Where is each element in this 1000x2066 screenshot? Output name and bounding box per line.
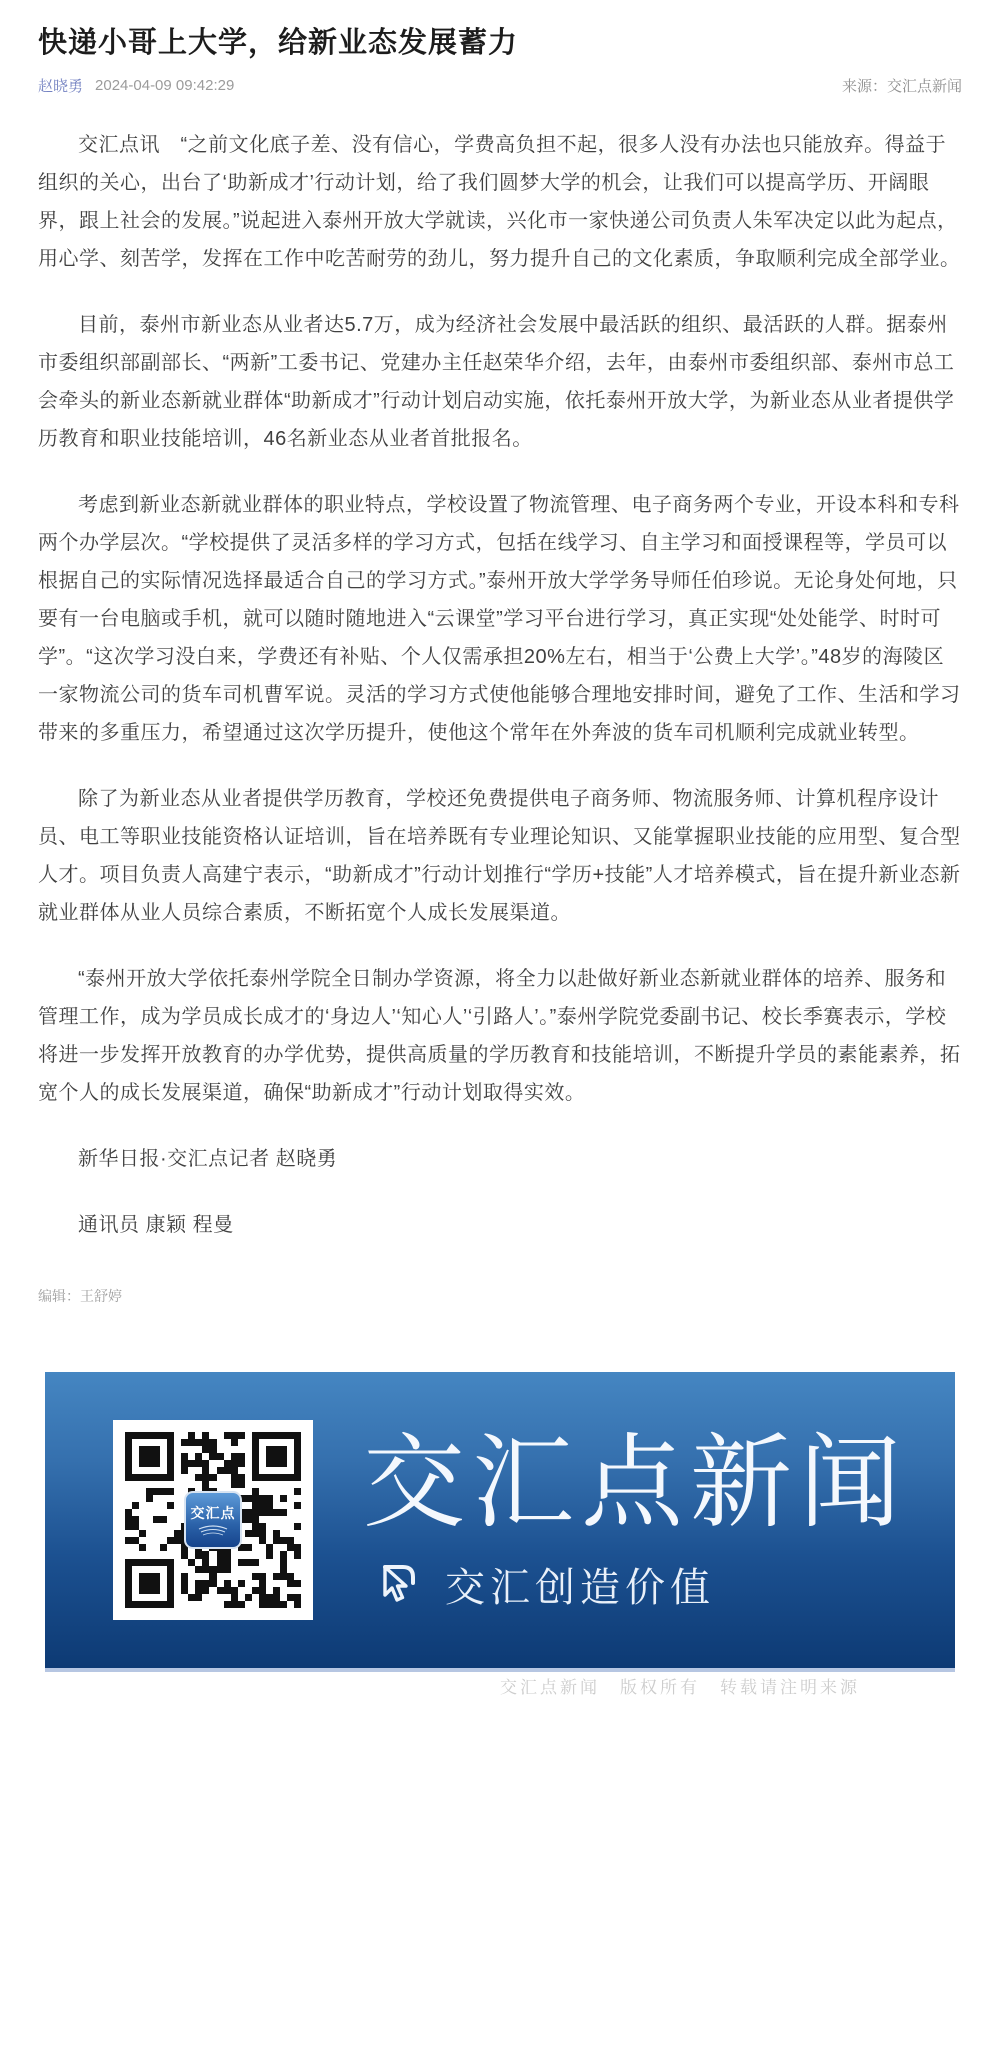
banner-tagline-row (373, 1556, 908, 1613)
qr-center-logo (184, 1491, 242, 1549)
banner-text-block (363, 1426, 908, 1613)
article-meta (38, 75, 962, 96)
article-paragraph: “泰州开放大学依托泰州学院全日制办学资源，将全力以赴做好新业态新就业群体的培养、服务和管理工作，成为学员成长成才的‘身边人’‘知心人’‘引路人’。”泰州学院党委副书记、校长季赛表示，学校将进一步发挥开放教育的办学优势，提供高质量的学历教育和技能培训，不断提升学员的素能素养，拓宽个人的成长发展渠道，确保“助新成才”行动计划取得实效。 (38, 967, 961, 1104)
author-link[interactable]: 赵晓勇 (38, 77, 84, 95)
article-paragraph: 除了为新业态从业者提供学历教育，学校还免费提供电子商务师、物流服务师、计算机程序设计员、电工等职业技能资格认证培训，旨在培养既有专业理论知识、又能掌握职业技能的应用型、复合型人才。项目负责人高建宁表示，“助新成才”行动计划推行“学历+技能”人才培养模式，旨在提升新业态新就业群体从业人员综合素质，不断拓宽个人成长发展渠道。 (38, 787, 961, 924)
cursor-icon (373, 1561, 421, 1609)
source-label: 来源：交汇点新闻 (841, 77, 962, 95)
banner-tagline: 交汇创造价值 (445, 1566, 715, 1611)
article-paragraph: 新华日报·交汇点记者 赵晓勇 (78, 1147, 338, 1170)
wave-lines-icon (198, 1526, 228, 1536)
article-page (0, 26, 1000, 1697)
article-paragraph: 考虑到新业态新就业群体的职业特点，学校设置了物流管理、电子商务两个专业，开设本科和专科两个办学层次。“学校提供了灵活多样的学习方式，包括在线学习、自主学习和面授课程等，学员可以根据自己的实际情况选择最适合自己的学习方式。”泰州开放大学学务导师任伯珍说。无论身处何地，只要有一台电脑或手机，就可以随时随地进入“云课堂”学习平台进行学习，真正实现“处处能学、时时可学”。“这次学习没白来，学费还有补贴、个人仅需承担20%左右，相当于‘公费上大学’。”48岁的海陵区一家物流公司的货车司机曹军说。灵活的学习方式使他能够合理地安排时间，避免了工作、生活和学习带来的多重压力，希望通过这次学历提升，使他这个常年在外奔波的货车司机顺利完成就业转型。 (38, 493, 961, 744)
article-title: 快递小哥上大学，给新业态发展蓄力 (38, 27, 519, 59)
article-body (38, 126, 962, 1244)
article-paragraph: 交汇点讯 “之前文化底子差、没有信心，学费高负担不起，很多人没有办法也只能放弃。得益于组织的关心，出台了‘助新成才’行动计划，给了我们圆梦大学的机会，让我们可以提高学历、开阔眼界，跟上社会的发展。”说起进入泰州开放大学就读，兴化市一家快递公司负责人朱军决定以此为起点，用心学、刻苦学，发挥在工作中吃苦耐劳的劲儿，努力提升自己的文化素质，争取顺利完成全部学业。 (38, 133, 961, 270)
brand-banner[interactable] (45, 1372, 955, 1672)
clipped-footer-text: 交汇点新闻 版权所有 转载请注明来源 (500, 1677, 860, 1697)
qr-code (113, 1420, 313, 1620)
article-paragraph: 目前，泰州市新业态从业者达5.7万，成为经济社会发展中最活跃的组织、最活跃的人群。据泰州市委组织部副部长、“两新”工委书记、党建办主任赵荣华介绍，去年，由泰州市委组织部、泰州市总工会牵头的新业态新就业群体“助新成才”行动计划启动实施，依托泰州开放大学，为新业态从业者提供学历教育和职业技能培训，46名新业态从业者首批报名。 (38, 313, 955, 450)
banner-brand-text: 交汇点新闻 (363, 1426, 908, 1541)
qr-logo-label: 交汇点 (190, 1505, 236, 1522)
editor-line: 编辑：王舒婷 (38, 1287, 122, 1304)
article-paragraph: 通讯员 康颖 程曼 (78, 1213, 234, 1236)
publish-datetime: 2024-04-09 09:42:29 (95, 76, 235, 94)
